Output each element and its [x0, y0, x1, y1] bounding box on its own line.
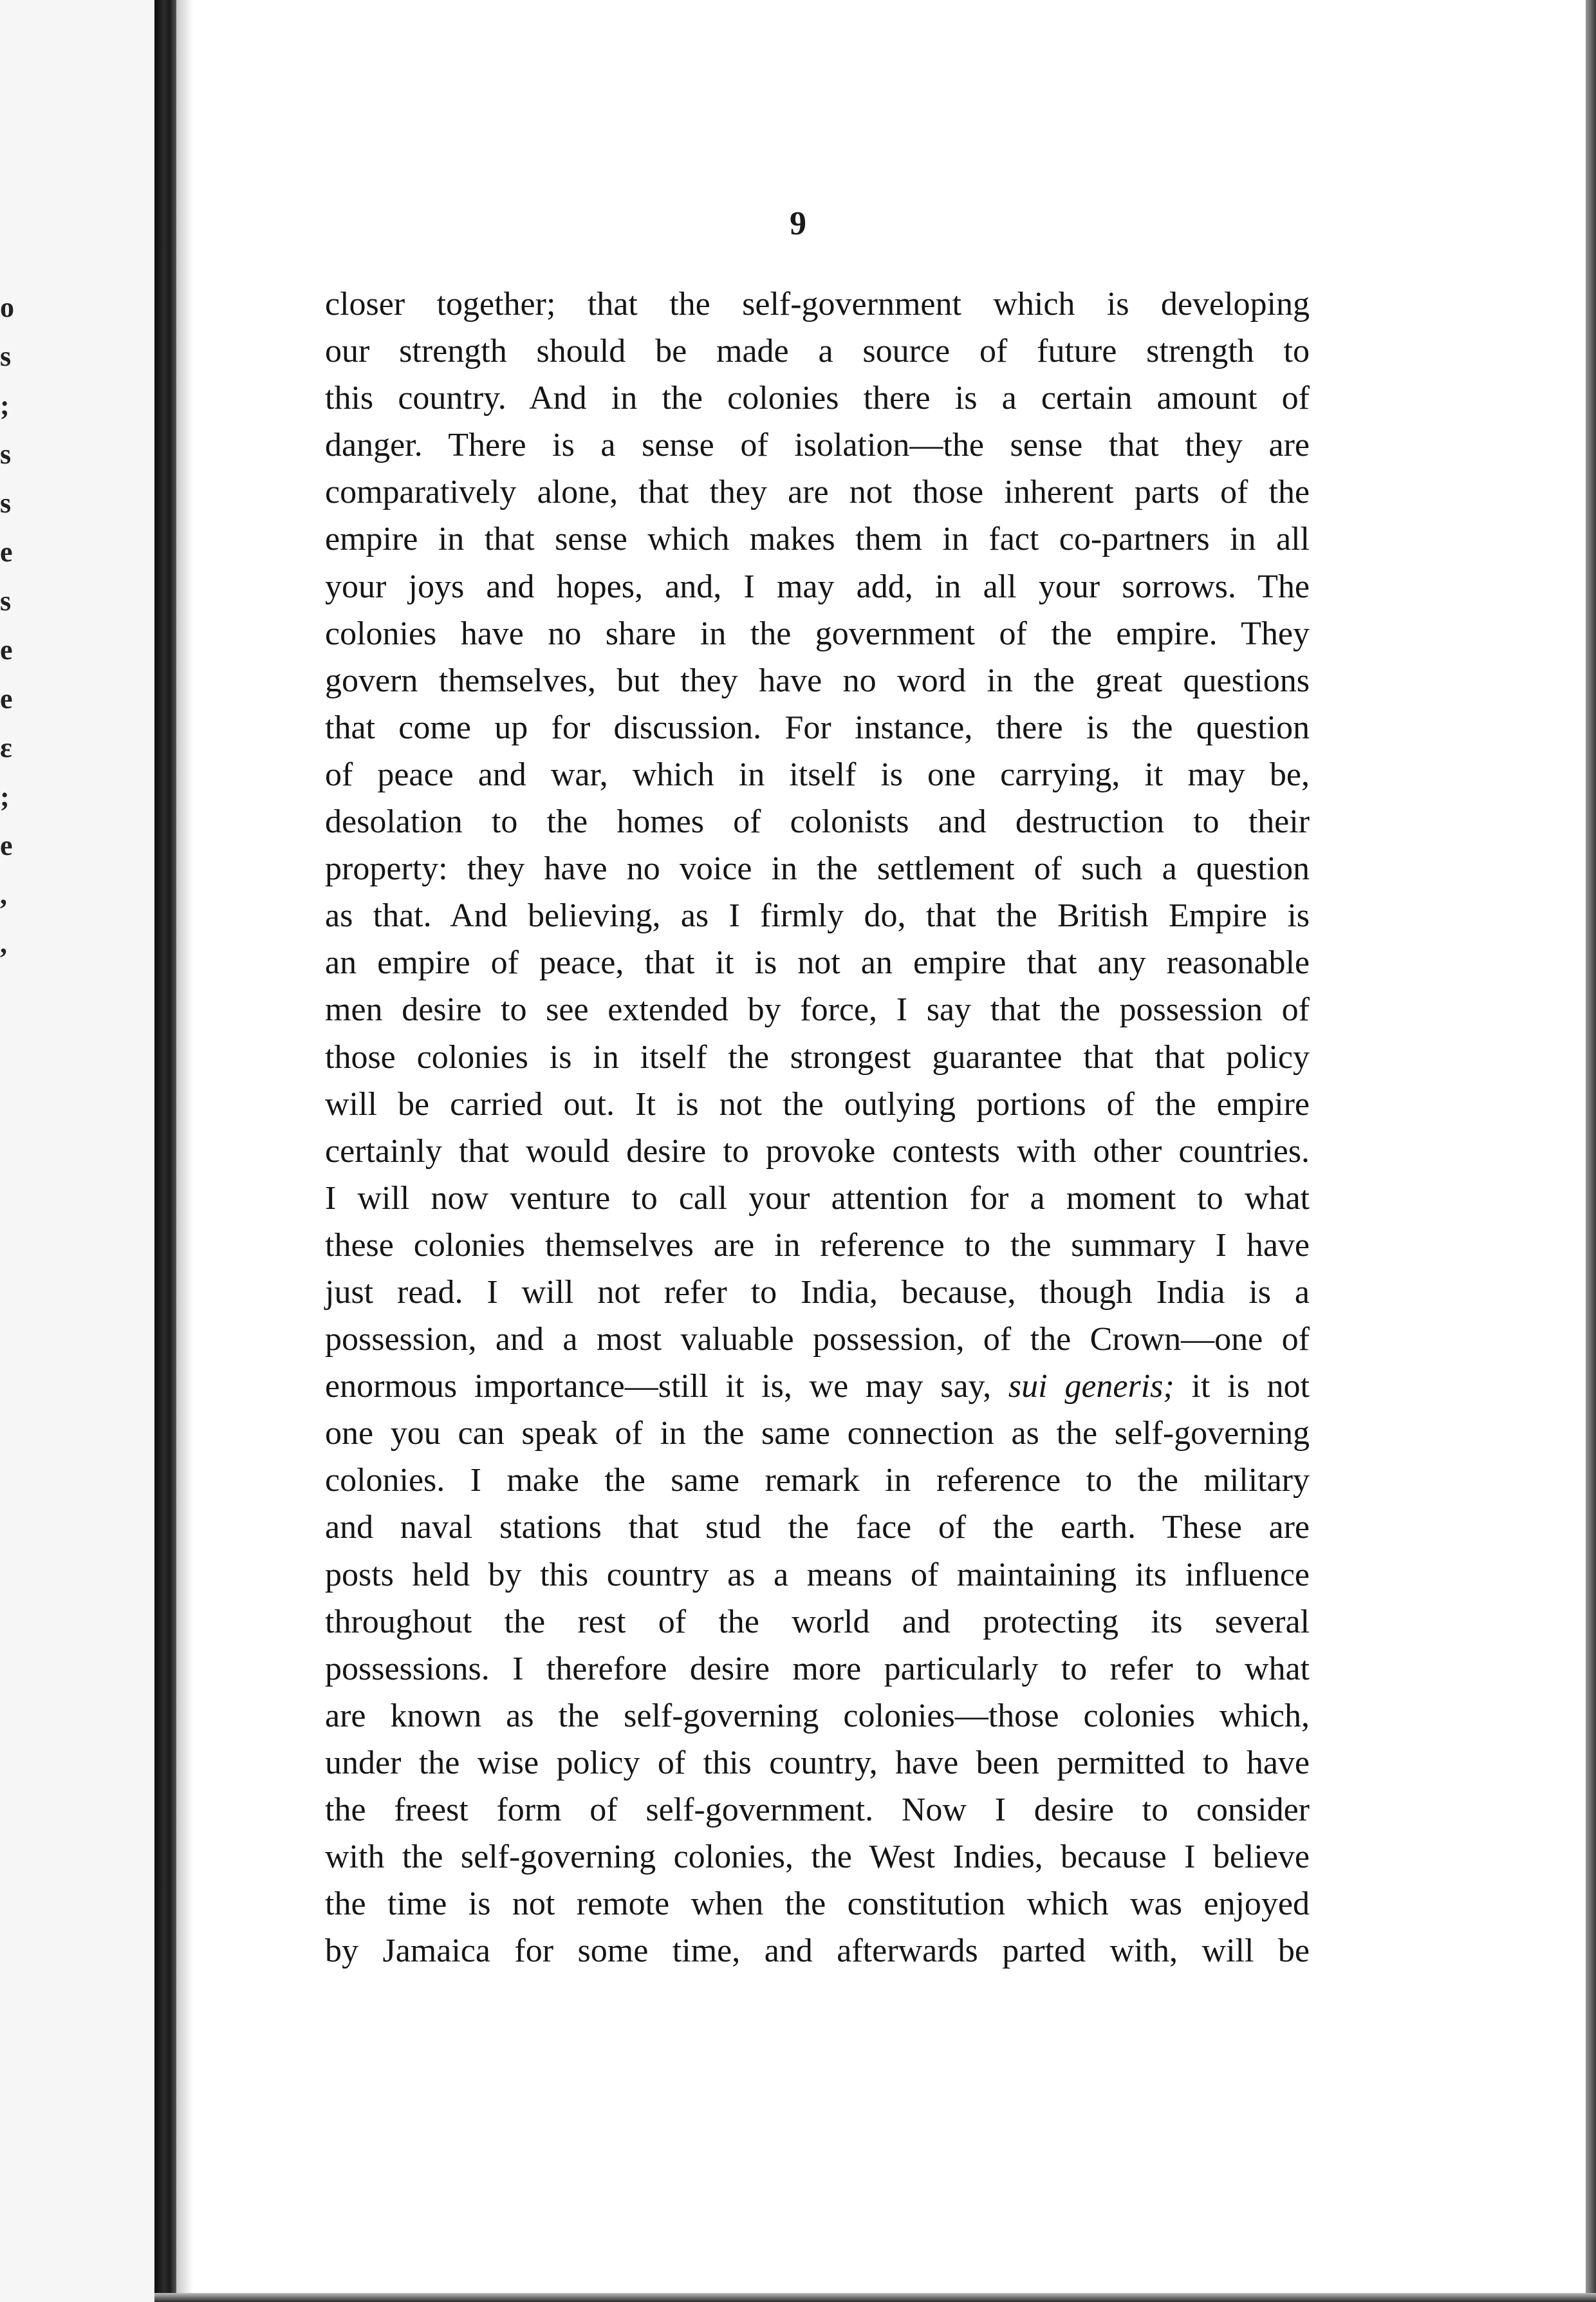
text-run: it is not — [1174, 1368, 1310, 1405]
page-number: 9 — [790, 205, 806, 242]
text-line: closer together; that the self-government which is developing — [325, 286, 1310, 323]
text-line: throughout the rest of the world and protecting its several — [325, 1603, 1310, 1640]
text-line: property: they have no voice in the settlement of such a question — [325, 850, 1310, 888]
facing-page-glyph: ; — [0, 781, 10, 812]
page-right-edge — [1586, 0, 1596, 2302]
facing-page-glyph: s — [0, 487, 12, 519]
facing-page-glyph: s — [0, 585, 12, 617]
text-line — [325, 1363, 1310, 1410]
italic-phrase: sui generis; — [1008, 1368, 1174, 1405]
text-line: colonies have no share in the government of the empire. They — [325, 615, 1310, 652]
text-line: empire in that sense which makes them in fact co-partners in all — [325, 521, 1310, 558]
text-line: with the self-governing colonies, the West Indies, because I believe — [325, 1839, 1310, 1876]
text-line: possessions. I therefore desire more particularly to refer to what — [325, 1650, 1310, 1687]
text-line: and naval stations that stud the face of the earth. These are — [325, 1509, 1310, 1546]
text-line: the freest form of self-government. Now I desire to consider — [325, 1792, 1310, 1828]
text-line: will be carried out. It is not the outlying portions of the empire — [325, 1085, 1310, 1123]
text-line: this country. And in the colonies there is a certain amount of — [325, 380, 1310, 417]
page-bottom-edge — [154, 2293, 1596, 2302]
text-line: colonies. I make the same remark in reference to the military — [325, 1462, 1310, 1499]
text-line: these colonies themselves are in reference to the summary I have — [325, 1226, 1310, 1264]
text-line: that come up for discussion. For instance, there is the question — [325, 709, 1310, 746]
facing-page-glyph: e — [0, 683, 13, 715]
text-line: posts held by this country as a means of maintaining its influence — [325, 1556, 1310, 1593]
text-line: as that. And believing, as I firmly do, that the British Empire is — [325, 897, 1310, 935]
facing-page-line-ends — [0, 283, 26, 968]
text-line: comparatively alone, that they are not those inherent parts of the — [325, 474, 1310, 511]
facing-page-glyph: s — [0, 341, 12, 372]
text-line: danger. There is a sense of isolation—the sense that they are — [325, 427, 1310, 464]
text-line: certainly that would desire to provoke contests with other countries. — [325, 1132, 1310, 1170]
facing-page-glyph: e — [0, 830, 13, 861]
gutter-shadow — [176, 0, 193, 2302]
text-line: one you can speak of in the same connection as the self-governing — [325, 1415, 1310, 1452]
text-line: govern themselves, but they have no word in the great questions — [325, 662, 1310, 699]
body-text — [325, 281, 1310, 1974]
text-line: an empire of peace, that it is not an empire that any reasonable — [325, 944, 1310, 982]
text-line: men desire to see extended by force, I say that the possession of — [325, 991, 1310, 1029]
facing-page-glyph: , — [0, 879, 7, 910]
facing-page-glyph: e — [0, 536, 13, 568]
text-line: of peace and war, which in itself is one carrying, it may be, — [325, 756, 1310, 793]
text-line: under the wise policy of this country, have been permitted to have — [325, 1744, 1310, 1781]
facing-page-edge — [0, 0, 154, 2302]
text-line: the time is not remote when the constitution which was enjoyed — [325, 1886, 1310, 1923]
text-line: possession, and a most valuable possession, of the Crown—one of — [325, 1321, 1310, 1358]
facing-page-glyph: ε — [0, 732, 12, 763]
text-line: desolation to the homes of colonists and destruction to their — [325, 803, 1310, 841]
text-line: I will now venture to call your attention for a moment to what — [325, 1179, 1310, 1217]
text-line: your joys and hopes, and, I may add, in all your sorrows. The — [325, 568, 1310, 605]
text-line: those colonies is in itself the strongest guarantee that that policy — [325, 1038, 1310, 1076]
facing-page-glyph: e — [0, 634, 13, 666]
text-line: are known as the self-governing colonies—those colonies which, — [325, 1697, 1310, 1734]
book-gutter — [154, 0, 176, 2302]
facing-page-glyph: ; — [0, 389, 10, 421]
text-line: by Jamaica for some time, and afterwards parted with, will be — [325, 1932, 1310, 1970]
text-line: our strength should be made a source of future strength to — [325, 333, 1310, 370]
facing-page-glyph: , — [0, 928, 7, 959]
facing-page-glyph: s — [0, 438, 12, 470]
text-run: enormous importance—still it is, we may say, — [325, 1368, 1008, 1405]
text-line: just read. I will not refer to India, because, though India is a — [325, 1273, 1310, 1311]
facing-page-glyph: o — [0, 292, 14, 323]
